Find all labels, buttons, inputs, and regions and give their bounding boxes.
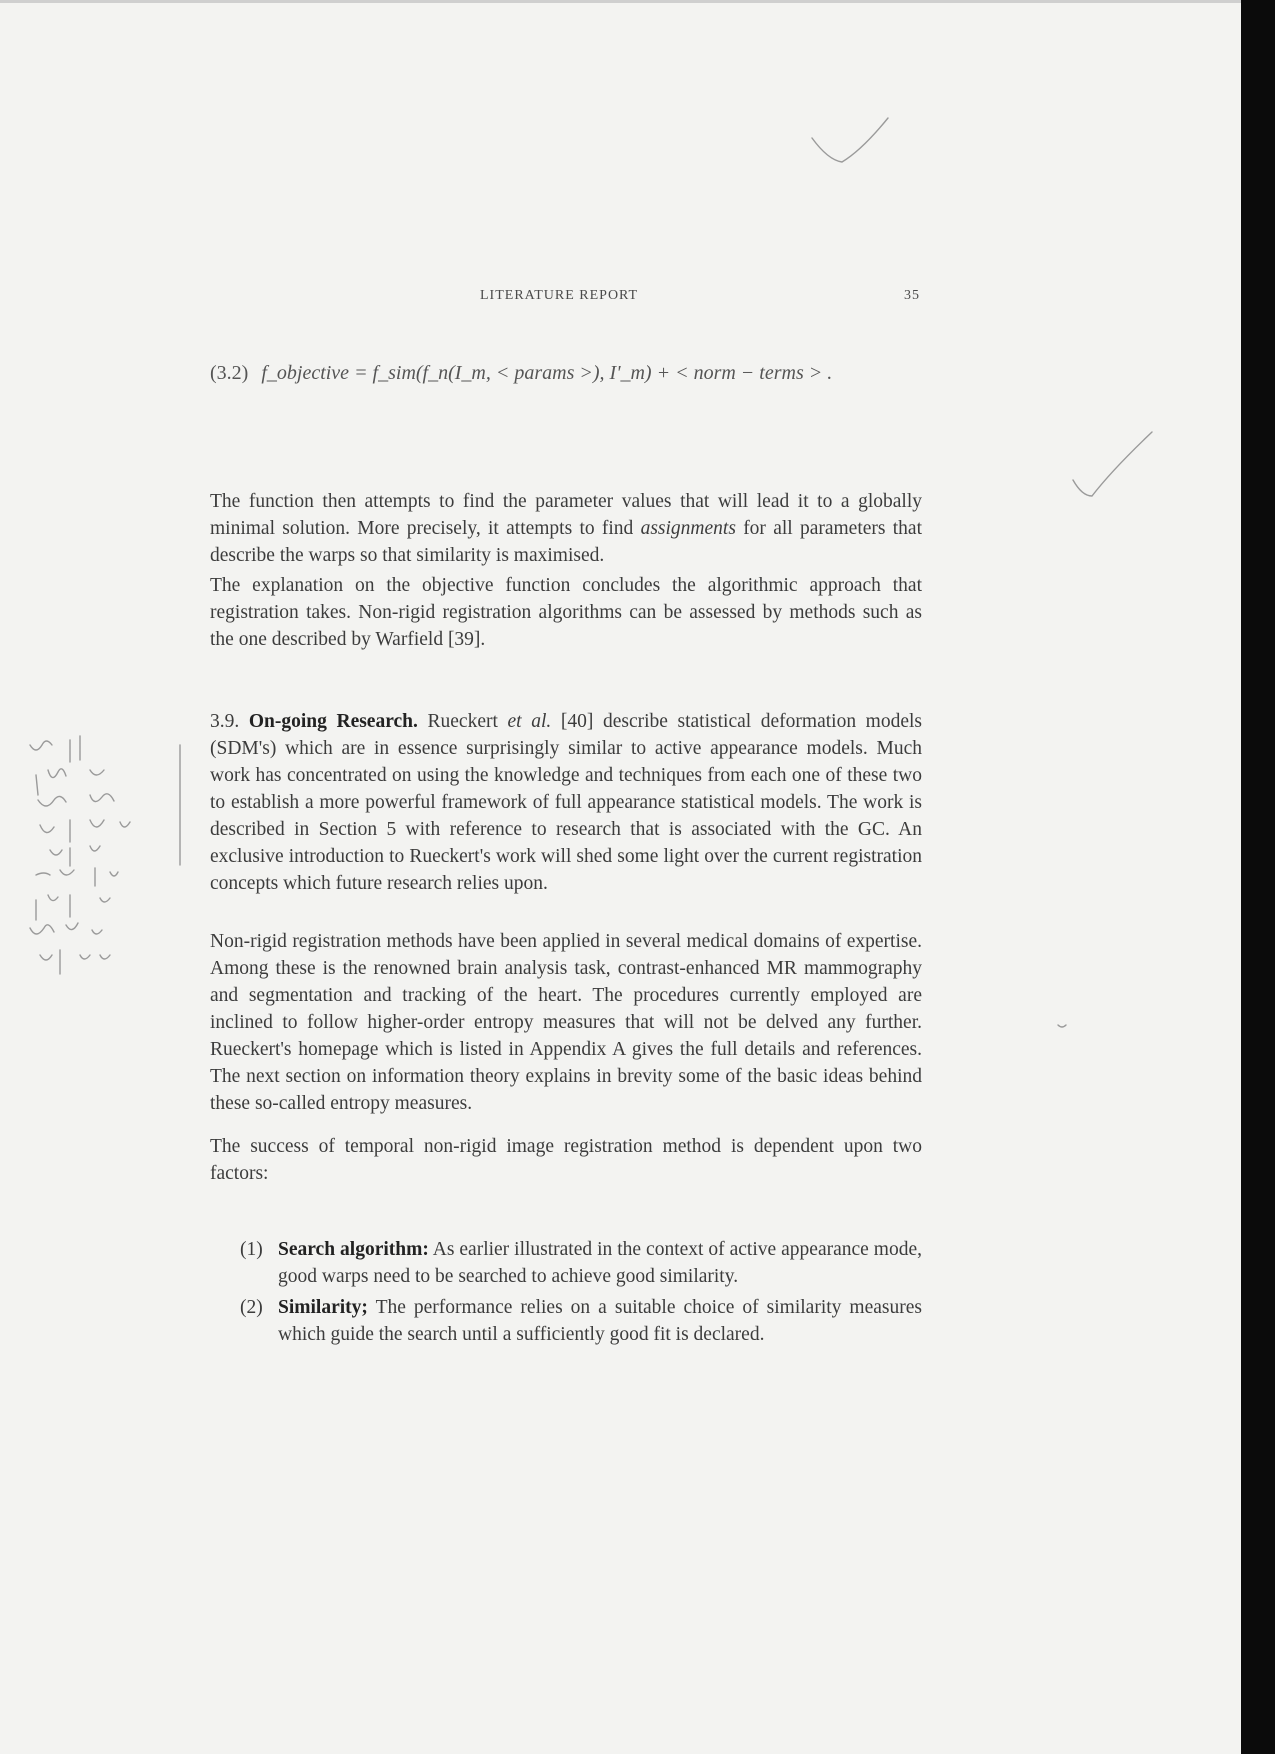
section-3-9-ongoing-research <box>210 708 922 897</box>
list-term: Similarity; <box>278 1297 368 1318</box>
margin-scribble <box>40 950 110 974</box>
margin-scribble <box>36 868 118 886</box>
list-item <box>240 1294 922 1348</box>
equation-body: f_objective = f_sim(f_n(I_m, < params >), I'_m) + < norm − terms > . <box>261 362 833 384</box>
running-head-title: LITERATURE REPORT <box>480 288 639 303</box>
check-mark-icon <box>1073 432 1152 496</box>
paragraph-objective-function <box>210 488 922 569</box>
paragraph-text: The function then attempts to find the parameter values that will lead it to a globally minimal solution. More precisely, it attempts to find <box>210 491 922 539</box>
paragraph-success-factors: The success of temporal non-rigid image registration method is dependent upon two factors: <box>210 1136 922 1184</box>
emphasis-text: et al. <box>507 711 552 732</box>
paragraph-explanation: The explanation on the objective function concludes the algorithmic approach that registration takes. Non-rigid registration algorithms can be assessed by methods such as the one described by Warfield [39]. <box>210 575 922 650</box>
margin-scribble <box>30 923 102 934</box>
section-number: 3.9. <box>210 711 240 732</box>
check-mark-icon <box>812 118 888 162</box>
margin-scribble <box>30 736 80 762</box>
list-term: Search algorithm: <box>278 1239 429 1260</box>
equation-number: (3.2) <box>210 362 249 384</box>
margin-scribble <box>38 794 114 806</box>
margin-scribble <box>40 820 130 842</box>
paragraph-nonrigid-methods: Non-rigid registration methods have been applied in several medical domains of expertise. Among these is the renowned brain analysis task, contrast-enhanced MR mammography and segmentation and tracking of the heart. The procedures currently employed are inclined to follow higher-order entropy measures that will not be delved any further. Rueckert's homepage which is listed in Appendix A gives the full details and references. The next section on information theory explains in brevity some of the basic ideas behind these so-called entropy measures. <box>210 931 922 1114</box>
page-number: 35 <box>904 288 920 303</box>
paragraph-text: Rueckert <box>417 711 508 732</box>
emphasis-text: assignments <box>640 518 736 539</box>
margin-scribble <box>36 769 104 795</box>
section-heading: On-going Research. <box>248 711 418 732</box>
scan-right-edge <box>1241 0 1275 1754</box>
factors-list <box>240 1236 922 1352</box>
paragraph-text: [40] describe statistical deformation models (SDM's) which are in essence surprisingly similar to active appearance models. Much work has concentrated on using the knowledge and techniques from each one of these two to establish a more powerful framework of full appearance statistical models. The work is described in Section 5 with reference to research that is associated with the GC. An exclusive introduction to Rueckert's work will shed some light over the current registration concepts which future research relies upon. <box>210 711 923 894</box>
list-number: (1) <box>240 1239 263 1260</box>
scan-top-edge <box>0 0 1275 3</box>
list-item <box>240 1236 922 1290</box>
equation-3-2 <box>210 362 930 385</box>
margin-scribble <box>36 895 110 920</box>
paragraph-text: for all parameters that describe the warps so that similarity is maximised. <box>210 518 922 566</box>
running-head <box>210 288 920 312</box>
list-number: (2) <box>240 1297 263 1318</box>
margin-scribble <box>50 846 100 866</box>
list-text: As earlier illustrated in the context of active appearance mode, good warps need to be searched to achieve good similarity. <box>278 1239 922 1287</box>
list-text: The performance relies on a suitable choice of similarity measures which guide the search until a sufficiently good fit is declared. <box>278 1297 922 1345</box>
